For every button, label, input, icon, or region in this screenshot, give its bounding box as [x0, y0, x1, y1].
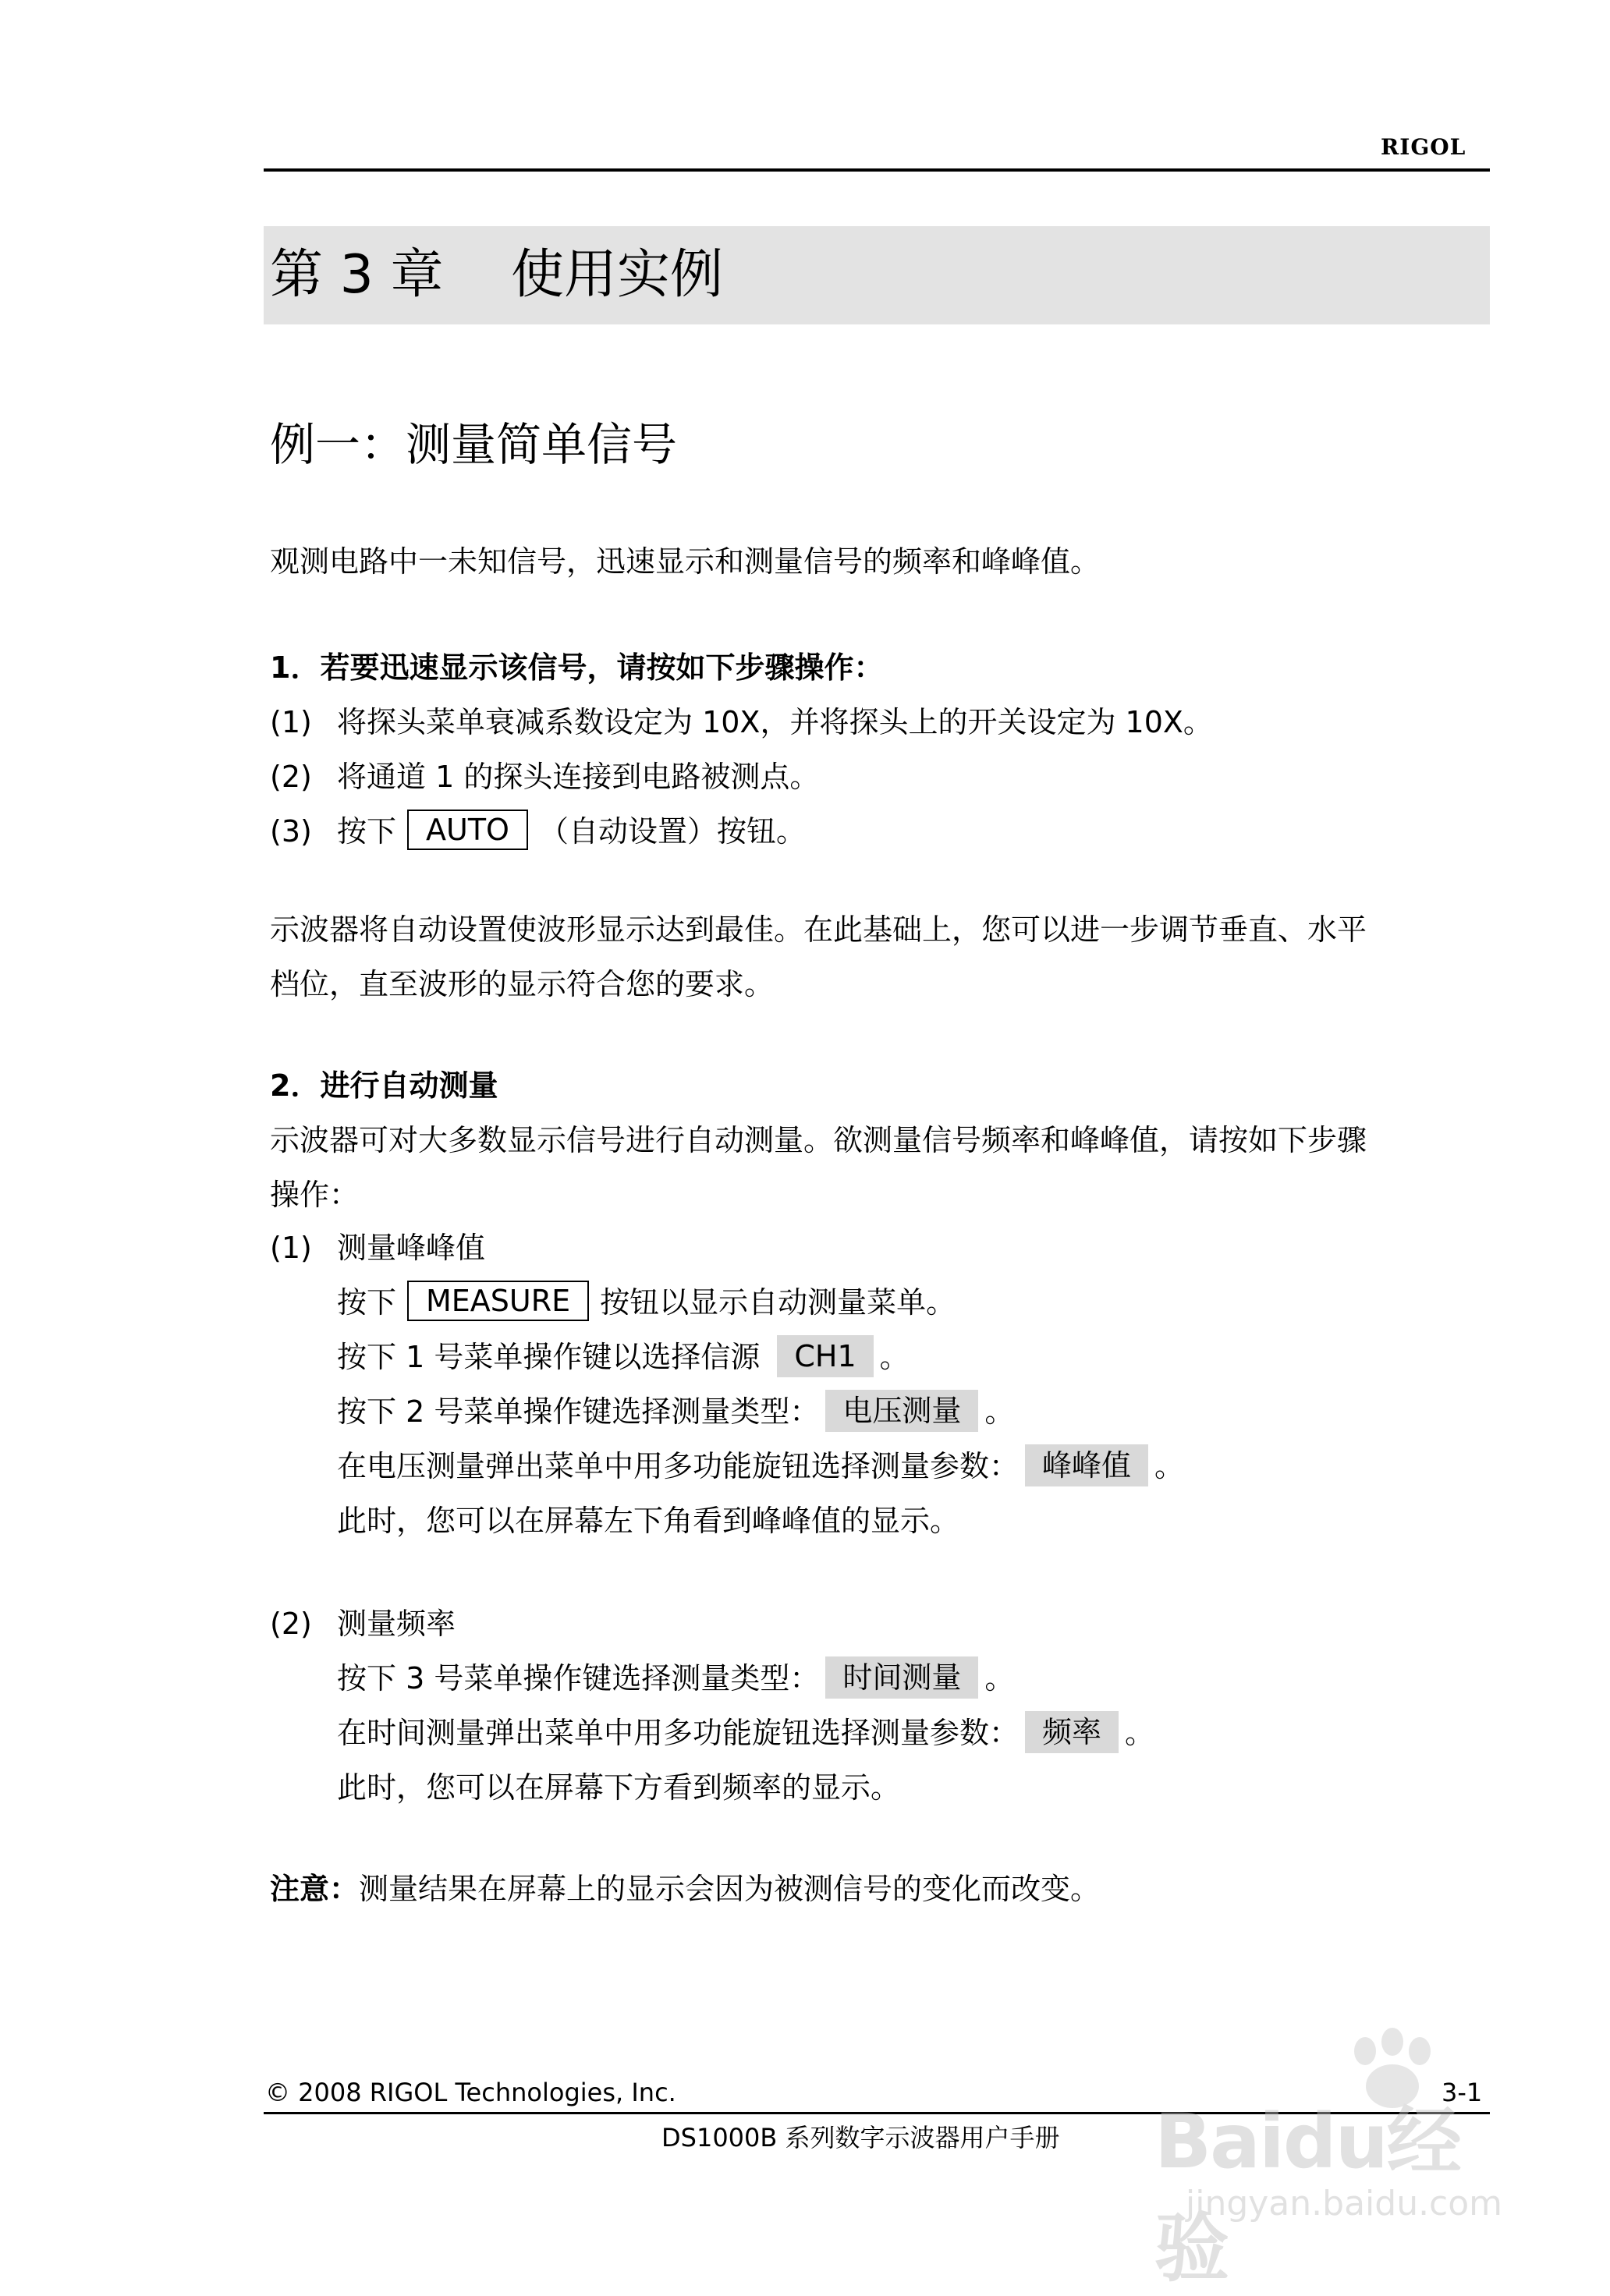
- sub2-heading: [270, 1597, 456, 1650]
- sub1-line-3: [337, 1385, 1014, 1438]
- item-text: 将探头菜单衰减系数设定为 10X，并将探头上的开关设定为 10X。: [337, 705, 1213, 739]
- watermark-logo: Baidu经验: [1154, 2098, 1460, 2292]
- text: 。: [984, 1394, 1015, 1429]
- menu-item-time: 时间测量: [825, 1656, 978, 1699]
- item-number: (2): [270, 760, 312, 794]
- menu-item-voltage: 电压测量: [825, 1390, 978, 1432]
- item-text: 将通道 1 的探头连接到电路被测点。: [337, 760, 820, 794]
- item-text: 测量峰峰值: [337, 1231, 486, 1265]
- sub1-line-4: [337, 1440, 1184, 1493]
- note-text: 测量结果在屏幕上的显示会因为被测信号的变化而改变。: [359, 1872, 1101, 1906]
- item-number: (1): [270, 705, 312, 739]
- step1-heading: 1．若要迅速显示该信号，请按如下步骤操作：: [270, 650, 884, 685]
- text: 按下 1 号菜单操作键以选择信源: [337, 1340, 761, 1374]
- step2-heading: 2．进行自动测量: [270, 1068, 498, 1103]
- baidu-watermark: [1139, 2028, 1505, 2292]
- item-text: 按下: [337, 814, 397, 849]
- sub1-line-1: [337, 1276, 956, 1329]
- item-number: (2): [270, 1607, 312, 1641]
- sub2-line-3: 此时，您可以在屏幕下方看到频率的显示。: [337, 1770, 901, 1805]
- auto-key: AUTO: [407, 810, 528, 850]
- item-number: (1): [270, 1231, 312, 1265]
- text: 按下: [337, 1285, 397, 1320]
- sub2-line-1: [337, 1652, 1014, 1705]
- step1-item-3: [270, 805, 806, 858]
- header-brand: RIGOL: [1381, 134, 1466, 160]
- text: 按钮以显示自动测量菜单。: [600, 1285, 956, 1320]
- menu-item-frequency: 频率: [1025, 1711, 1119, 1753]
- text: 按下 2 号菜单操作键选择测量类型：: [337, 1394, 820, 1429]
- header-rule: [264, 168, 1490, 172]
- auto-paragraph-line-2: 档位，直至波形的显示符合您的要求。: [270, 967, 775, 1001]
- step1-item-1: [270, 696, 1213, 749]
- chapter-title: 第 3 章 使用实例: [270, 244, 723, 306]
- step1-item-2: [270, 750, 819, 803]
- text: 。: [1154, 1449, 1185, 1483]
- note: [270, 1862, 1100, 1915]
- item-text: （自动设置）按钮。: [538, 814, 806, 849]
- item-text: 测量频率: [337, 1607, 456, 1641]
- text: 在电压测量弹出菜单中用多功能旋钮选择测量参数：: [337, 1449, 1020, 1483]
- note-label: 注意：: [270, 1872, 360, 1906]
- footer-page-number: 3-1: [1442, 2078, 1483, 2107]
- text: 按下 3 号菜单操作键选择测量类型：: [337, 1661, 820, 1695]
- step2-intro-line-2: 操作：: [270, 1178, 360, 1212]
- text: 在时间测量弹出菜单中用多功能旋钮选择测量参数：: [337, 1716, 1020, 1750]
- sub1-line-5: 此时，您可以在屏幕左下角看到峰峰值的显示。: [337, 1504, 960, 1538]
- footer-manual-title: DS1000B 系列数字示波器用户手册: [661, 2123, 1060, 2152]
- step2-intro-line-1: 示波器可对大多数显示信号进行自动测量。欲测量信号频率和峰峰值，请按如下步骤: [270, 1123, 1367, 1157]
- sub1-line-2: [337, 1330, 910, 1384]
- intro-paragraph: 观测电路中一未知信号，迅速显示和测量信号的频率和峰峰值。: [270, 544, 1101, 579]
- auto-paragraph-line-1: 示波器将自动设置使波形显示达到最佳。在此基础上，您可以进一步调节垂直、水平: [270, 912, 1367, 947]
- watermark-url: jingyan.baidu.com: [1186, 2184, 1503, 2223]
- section-title: 例一：测量简单信号: [270, 418, 678, 471]
- sub1-heading: [270, 1221, 485, 1274]
- text: 。: [879, 1340, 910, 1374]
- sub2-line-2: [337, 1706, 1154, 1759]
- footer-copyright: © 2008 RIGOL Technologies, Inc.: [265, 2078, 676, 2107]
- measure-key: MEASURE: [407, 1281, 589, 1321]
- item-number: (3): [270, 814, 312, 849]
- menu-item-ch1: CH1: [777, 1335, 873, 1377]
- text: 。: [984, 1661, 1015, 1695]
- text: 。: [1125, 1716, 1155, 1750]
- menu-item-vpp: 峰峰值: [1025, 1444, 1148, 1486]
